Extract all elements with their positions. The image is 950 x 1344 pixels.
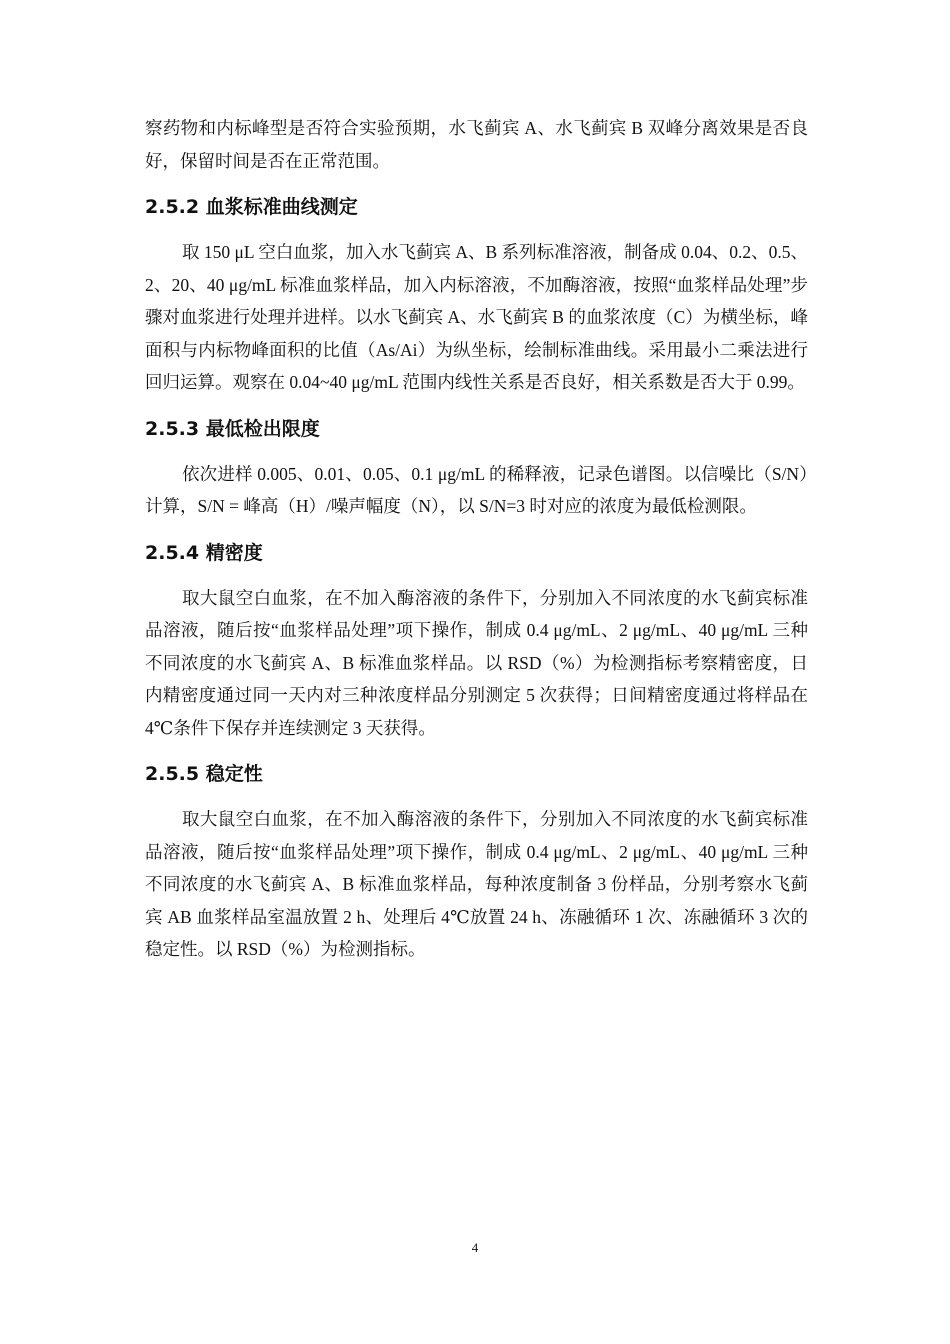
section-heading-2-5-3: 2.5.3 最低检出限度 bbox=[145, 417, 320, 440]
section-body-2-5-3: 依次进样 0.005、0.01、0.05、0.1 μg/mL 的稀释液，记录色谱图。以信噪比（S/N）计算，S/N = 峰高（H）/噪声幅度（N），以 S/N=3 时对应的浓度为最低检测限。 bbox=[145, 463, 808, 516]
document-page bbox=[145, 112, 808, 966]
section-body-2-5-4: 取大鼠空白血浆，在不加入酶溶液的条件下，分别加入不同浓度的水飞蓟宾标准品溶液，随后按“血浆样品处理”项下操作，制成 0.4 μg/mL、2 μg/mL、40 μg/mL 三种不同浓度的水飞蓟宾 A、B 标准血浆样品。以 RSD（%）为检测指标考察精密度，日内精密度通过同一天内对三种浓度样品分别测定 5 次获得；日间精密度通过将样品在 4℃条件下保存并连续测定 3 天获得。 bbox=[145, 587, 808, 738]
section-body-2-5-2: 取 150 μL 空白血浆，加入水飞蓟宾 A、B 系列标准溶液，制备成 0.04、0.2、0.5、2、20、40 μg/mL 标准血浆样品，加入内标溶液，不加酶溶液，按照“血浆样品处理”步骤对血浆进行处理并进样。以水飞蓟宾 A、水飞蓟宾 B 的血浆浓度（C）为横坐标，峰面积与内标物峰面积的比值（As/Ai）为纵坐标，绘制标准曲线。采用最小二乘法进行回归运算。观察在 0.04~40 μg/mL 范围内线性关系是否良好，相关系数是否大于 0.99。 bbox=[145, 242, 808, 392]
section-heading-2-5-5: 2.5.5 稳定性 bbox=[145, 763, 263, 785]
page-number: 4 bbox=[471, 1240, 479, 1255]
section-heading-2-5-4: 2.5.4 精密度 bbox=[145, 541, 263, 564]
intro-paragraph: 察药物和内标峰型是否符合实验预期，水飞蓟宾 A、水飞蓟宾 B 双峰分离效果是否良好，保留时间是否在正常范围。 bbox=[145, 118, 808, 171]
section-heading-2-5-2: 2.5.2 血浆标准曲线测定 bbox=[145, 196, 358, 218]
section-body-2-5-5: 取大鼠空白血浆，在不加入酶溶液的条件下，分别加入不同浓度的水飞蓟宾标准品溶液，随后按“血浆样品处理”项下操作，制成 0.4 μg/mL、2 μg/mL、40 μg/mL 三种不同浓度的水飞蓟宾 A、B 标准血浆样品，每种浓度制备 3 份样品，分别考察水飞蓟宾 AB 血浆样品室温放置 2 h、处理后 4℃放置 24 h、冻融循环 1 次、冻融循环 3 次的稳定性。以 RSD（%）为检测指标。 bbox=[145, 809, 808, 959]
